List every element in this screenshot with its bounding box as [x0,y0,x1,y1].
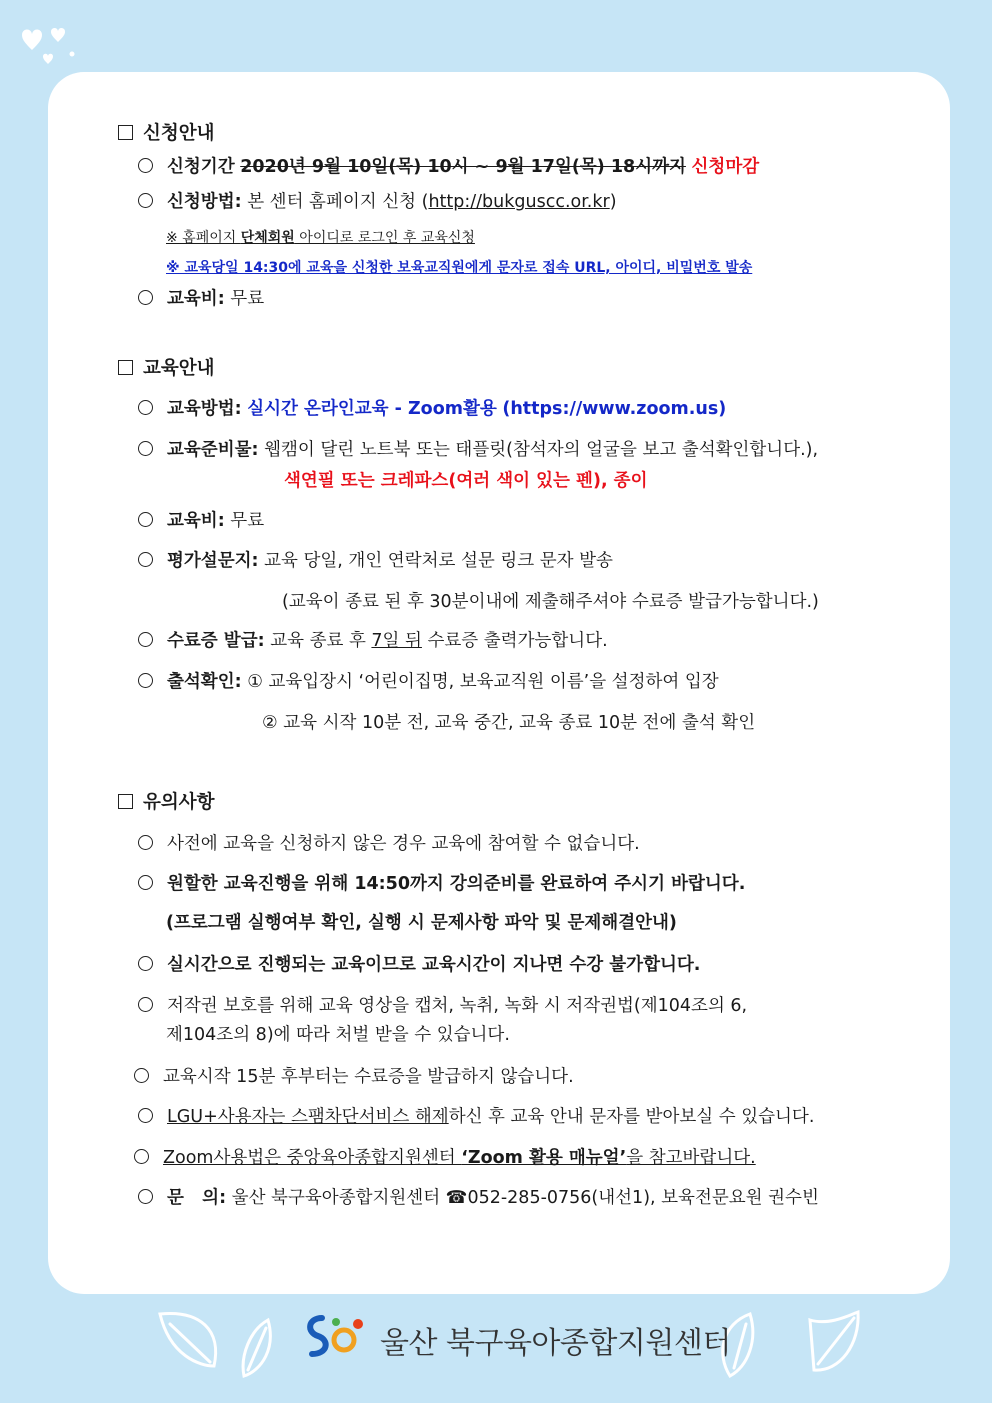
circle-bullet-icon [138,835,153,850]
notice-item-cont: 제104조의 8)에 따라 처벌 받을 수 있습니다. [166,1025,510,1045]
circle-bullet-icon [138,290,153,305]
notice-item-sub: (프로그램 실행여부 확인, 실행 시 문제사항 파악 및 문제해결안내) [166,913,677,933]
circle-bullet-icon [134,1068,149,1083]
section-education-heading: 교육안내 [118,356,214,382]
organization-name: 울산 북구육아종합지원센터 [380,1326,731,1361]
note-group-member: ※ 홈페이지 단체회원 아이디로 로그인 후 교육신청 [166,230,475,246]
notice-item: 실시간으로 진행되는 교육이므로 교육시간이 지나면 수강 불가합니다. [138,952,700,978]
education-materials: 교육준비물: 웹캠이 달린 노트북 또는 태플릿(참석자의 얼굴을 보고 출석확인합니다.), [138,437,818,463]
hearts-decoration [14,20,84,80]
certificate-issue: 수료증 발급: 교육 종료 후 7일 뒤 수료증 출력가능합니다. [138,628,608,654]
notice-item: 저작권 보호를 위해 교육 영상을 캡처, 녹취, 녹화 시 저작권법(제104조의 6, [138,993,747,1019]
education-fee: 교육비: 무료 [138,508,264,534]
education-materials-red: 색연필 또는 크레파스(여러 색이 있는 펜), 종이 [284,471,648,491]
circle-bullet-icon [138,875,153,890]
checkbox-square-icon [118,125,133,140]
application-method: 신청방법: 본 센터 홈페이지 신청 (http://bukguscc.or.kr) [138,189,617,215]
circle-bullet-icon [138,1189,153,1204]
notice-item: LGU+사용자는 스팸차단서비스 해제하신 후 교육 안내 문자를 받아보실 수 있습니다. [138,1104,814,1130]
circle-bullet-icon [138,956,153,971]
circle-bullet-icon [138,1108,153,1123]
circle-bullet-icon [134,1149,149,1164]
circle-bullet-icon [138,512,153,527]
attendance-check: 출석확인: ① 교육입장시 ‘어린이집명, 보육교직원 이름’을 설정하여 입장 [138,669,719,695]
application-period: 신청기간 2020년 9월 10일(목) 10시 ~ 9월 17일(목) 18시까지 신청마감 [138,154,759,180]
circle-bullet-icon [138,673,153,688]
notice-item: Zoom사용법은 중앙육아종합지원센터 ‘Zoom 활용 매뉴얼’을 참고바랍니다. [134,1145,756,1171]
zoom-link[interactable]: (https://www.zoom.us) [502,399,727,419]
section-application-heading: 신청안내 [118,121,214,147]
evaluation-survey: 평가설문지: 교육 당일, 개인 연락처로 설문 링크 문자 발송 [138,548,613,574]
circle-bullet-icon [138,552,153,567]
center-logo-icon [300,1312,370,1362]
circle-bullet-icon [138,632,153,647]
evaluation-survey-note: (교육이 종료 된 후 30분이내에 제출해주셔야 수료증 발급가능합니다.) [282,592,819,612]
attendance-check-2: ② 교육 시작 10분 전, 교육 중간, 교육 종료 10분 전에 출석 확인 [262,713,756,733]
homepage-link[interactable]: http://bukguscc.or.kr [428,192,610,212]
circle-bullet-icon [138,441,153,456]
section-notice-heading: 유의사항 [118,790,214,816]
notice-item: 교육시작 15분 후부터는 수료증을 발급하지 않습니다. [134,1064,574,1090]
circle-bullet-icon [138,400,153,415]
circle-bullet-icon [138,997,153,1012]
education-method: 교육방법: 실시간 온라인교육 - Zoom활용 (https://www.zoom.us) [138,396,726,422]
checkbox-square-icon [118,360,133,375]
notice-item: 사전에 교육을 신청하지 않은 경우 교육에 참여할 수 없습니다. [138,831,640,857]
circle-bullet-icon [138,158,153,173]
checkbox-square-icon [118,794,133,809]
application-fee: 교육비: 무료 [138,286,264,312]
contact-info: 문 의: 울산 북구육아종합지원센터 ☎052-285-0756(내선1), 보육전문요원 권수빈 [138,1185,819,1211]
notice-item: 원할한 교육진행을 위해 14:50까지 강의준비를 완료하여 주시기 바랍니다. [138,871,745,897]
note-sms-sending: ※ 교육당일 14:30에 교육을 신청한 보육교직원에게 문자로 접속 URL, 아이디, 비밀번호 발송 [166,260,753,276]
circle-bullet-icon [138,193,153,208]
